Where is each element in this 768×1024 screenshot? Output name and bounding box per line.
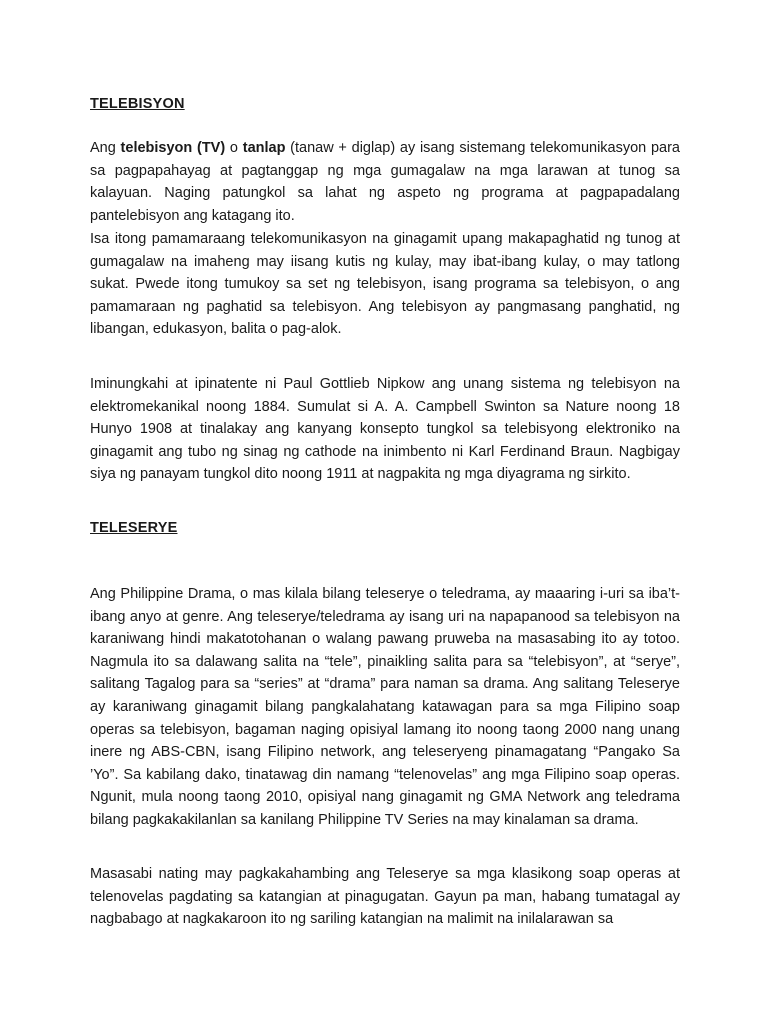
- intro-text-1: Ang: [90, 140, 121, 156]
- paragraph-telebisyon-definition: Isa itong pamamaraang telekomunikasyon na ginagamit upang makapaghatid ng tunog at gumagalaw na imaheng may iisang kutis ng kulay, may ibat-ibang kulay, o may tatlong sukat. Pwede itong tumukoy sa set ng telebisyon, isang programa sa telebisyon, o ang pamamaraan ng paghatid sa telebisyon. Ang telebisyon ay pangmasang panghatid, ng libangan, edukasyon, balita o pag-alok.: [90, 231, 680, 338]
- paragraph-teleserye-comparison: Masasabi nating may pagkakahambing ang Teleserye sa mga klasikong soap operas at telenovelas pagdating sa katangian at pinagugatan. Gayun pa man, habang tumatagal ay nagbabago at nagkakaroon ito ng sariling katangian na malimit na inilalarawan sa: [90, 866, 680, 928]
- intro-text-2: o: [225, 140, 243, 156]
- intro-text-3: (tanaw + diglap) ay isang sistemang telekomunikasyon para sa pagpapahayag at pagtanggap ng mga gumagalaw na mga larawan at tunog sa kalayuan. Naging patungkol sa lahat ng aspeto ng programa at pagpapadalang pantelebisyon ang katagang ito.: [90, 140, 680, 224]
- term-tanlap: tanlap: [242, 140, 286, 156]
- paragraph-telebisyon-history: Iminungkahi at ipinatente ni Paul Gottlieb Nipkow ang unang sistema ng telebisyon na elektromekanikal noong 1884. Sumulat si A. A. Campbell Swinton sa Nature noong 18 Hunyo 1908 at tinalakay ang kanyang konsepto tungkol sa telebisyong elektroniko na ginagamit ang tubo ng sinag ng cathode na inimbento ni Karl Ferdinand Braun. Nagbigay siya ng panayam tungkol dito noong 1911 at nagpakita ng mga diyagrama ng sirkito.: [90, 376, 680, 483]
- term-telebisyon: telebisyon (TV): [120, 140, 226, 156]
- section-heading-teleserye: TELESERYE: [90, 520, 178, 536]
- paragraph-telebisyon-intro: [90, 137, 680, 227]
- paragraph-teleserye-definition: Ang Philippine Drama, o mas kilala bilang teleserye o teledrama, ay maaaring i-uri sa iba’t-ibang anyo at genre. Ang teleserye/teledrama ay isang uri na napapanood sa telebisyon na karaniwang hindi makatotohanan o walang pawang pruweba na masasabing ito ay totoo. Nagmula ito sa dalawang salita na “tele”, pinaikling salita para sa “telebisyon”, at “serye”, salitang Tagalog para sa “series” at “drama” para naman sa drama. Ang salitang Teleserye ay karaniwang ginagamit bilang pangkalahatang katawagan para sa mga Filipino soap operas sa telebisyon, bagaman naging opisiyal lamang ito noong taong 2000 nang unang inere ng ABS-CBN, isang Filipino network, ang teleseryeng pinamagatang “Pangako Sa ’Yo”. Sa kabilang dako, tinatawag din namang “telenovelas” ang mga Filipino soap operas. Ngunit, mula noong taong 2010, opisiyal nang ginagamit ng GMA Network ang teledrama bilang pagkakakilanlan sa kanilang Philippine TV Series na may kinalaman sa drama.: [90, 586, 680, 828]
- section-heading-telebisyon: TELEBISYON: [90, 96, 185, 112]
